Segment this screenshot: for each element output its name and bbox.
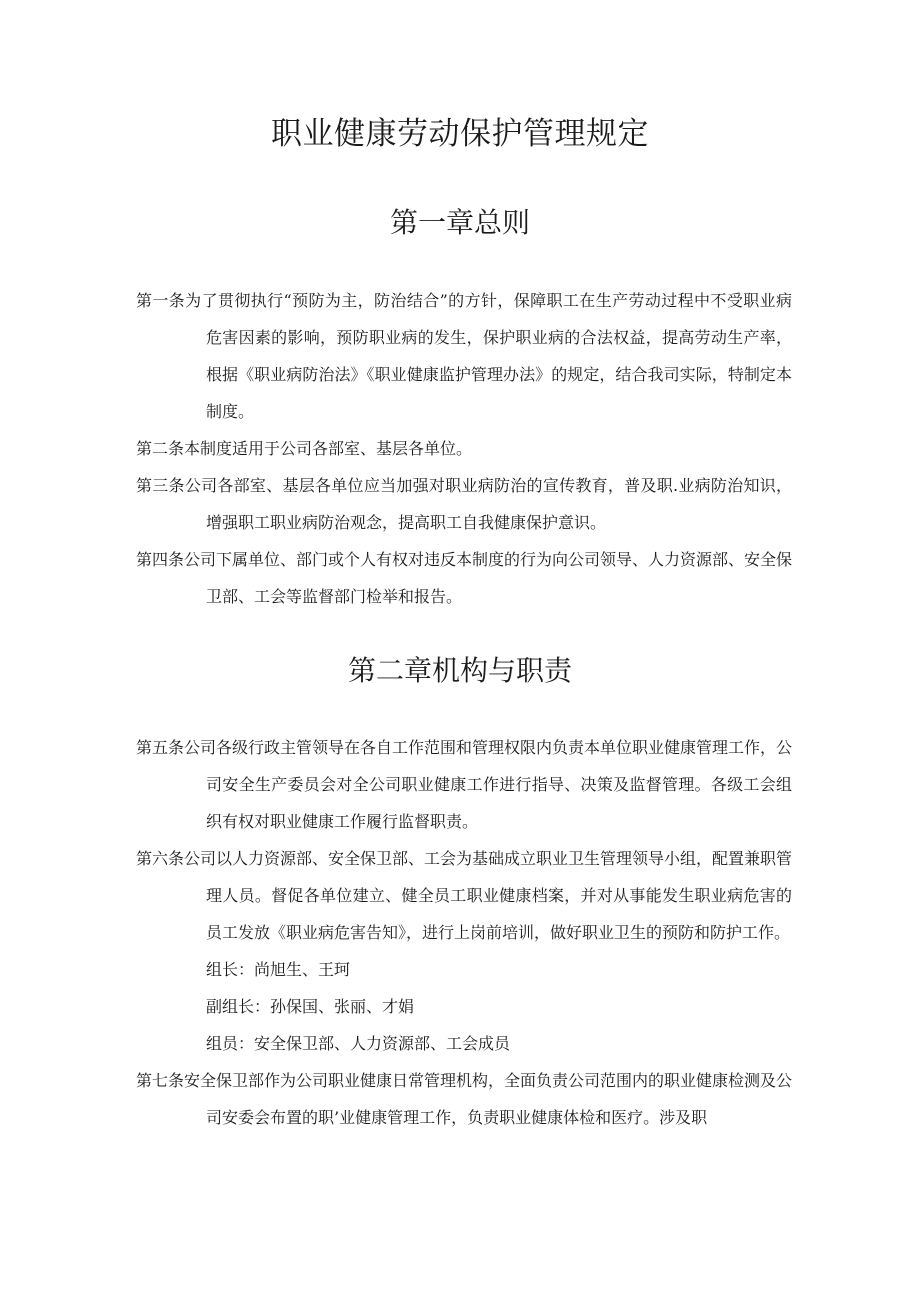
- document-title: 职业健康劳动保护管理规定: [271, 116, 649, 152]
- chapter-1-title: 第一章总则: [389, 206, 530, 239]
- article-3: 第三条公司各部室、基层各单位应当加强对职业病防治的宣传教育，普及职.业病防治知识，增强职工职业病防治观念，提高职工自我健康保护意识。: [136, 476, 792, 532]
- article-1: 第一条为了贯彻执行“预防为主，防治结合”的方针，保障职工在生产劳动过程中不受职业病危害因素的影响，预防职业病的发生，保护职业病的合法权益，提高劳动生产率，根据《职业病防治法》《职业健康监护管理办法》的规定，结合我司实际，特制定本制度。: [136, 291, 792, 421]
- group-members: 组员：安全保卫部、人力资源部、工会成员: [206, 1034, 511, 1053]
- group-leader: 组长：尚旭生、王珂: [206, 960, 351, 979]
- article-4: 第四条公司下属单位、部门或个人有权对违反本制度的行为向公司领导、人力资源部、安全保卫部、工会等监督部门检举和报告。: [136, 550, 793, 606]
- chapter-1-body: [136, 282, 792, 615]
- chapter-2-body: [136, 729, 792, 1136]
- chapter-2-title: 第二章机构与职责: [347, 654, 572, 687]
- article-6: 第六条公司以人力资源部、安全保卫部、工会为基础成立职业卫生管理领导小组，配置兼职管理人员。督促各单位建立、健全员工职业健康档案，并对从事能发生职业病危害的员工发放《职业病危害告知》，进行上岗前培训，做好职业卫生的预防和防护工作。: [136, 849, 793, 942]
- article-2: 第二条本制度适用于公司各部室、基层各单位。: [136, 439, 473, 458]
- article-5: 第五条公司各级行政主管领导在各自工作范围和管理权限内负责本单位职业健康管理工作，公司安全生产委员会对全公司职业健康工作进行指导、决策及监督管理。各级工会组织有权对职业健康工作履行监督职责。: [136, 738, 793, 831]
- group-deputy: 副组长：孙保国、张丽、才娟: [206, 997, 415, 1016]
- article-7: 第七条安全保卫部作为公司职业健康日常管理机构，全面负责公司范围内的职业健康检测及公司安委会布置的职’业健康管理工作，负责职业健康体检和医疗。涉及职: [136, 1071, 793, 1127]
